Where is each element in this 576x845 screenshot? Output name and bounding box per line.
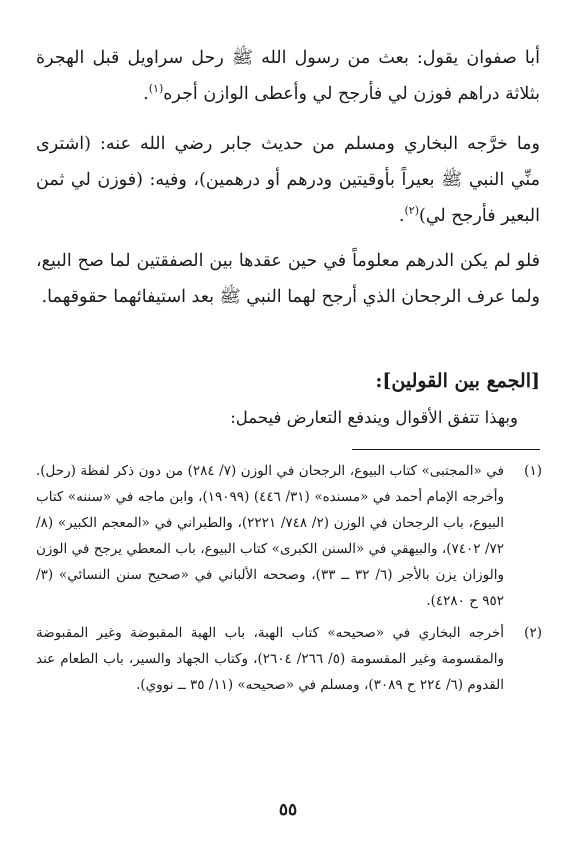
footnote-1	[36, 458, 542, 614]
page-number: ٥٥	[278, 800, 298, 820]
paragraph-2	[36, 126, 540, 234]
footnote-divider	[352, 449, 540, 450]
footnotes	[36, 458, 542, 698]
footnote-1-text: في «المجتبى» كتاب البيوع، الرجحان في الوزن (٧/ ٢٨٤) من دون ذكر لفظة (رحل). وأخرجه الإمام أحمد في «مسنده» (٣١/ ٤٤٦) (١٩٠٩٩)، وابن ماجه في «سننه» كتاب البيوع، باب الرجحان في الوزن (٢/ ٧٤٨/ ٢٢٢١)، والطبراني في «المعجم الكبير» (٨/ ٧٢/ ٧٤٠٢)، والبيهقي في «السنن الكبرى» كتاب البيوع، باب المعطي يرجح في الوزن والوزان يزن بالأجر (٦/ ٣٢ ــ ٣٣)، وصححه الألباني في «صحيح سنن النسائي» (٣/ ٩٥٢ ح ٤٢٨٠).	[36, 463, 505, 609]
footnote-ref-1: (١)	[148, 82, 164, 96]
section-intro: وبهذا تتفق الأقوال ويندفع التعارض فيحمل:	[230, 408, 518, 427]
footnote-ref-2: (٢)	[404, 204, 419, 218]
paragraph-1	[36, 40, 540, 112]
paragraph-3-text: فلو لم يكن الدرهم معلوماً في حين عقدها بين الصفقتين لما صح البيع، ولما عرف الرجحان الذي أرجح لهما النبي ﷺ بعد استيفائهما حقوقهما.	[36, 251, 540, 307]
footnote-2	[36, 620, 542, 698]
paragraph-2-period: .	[398, 206, 405, 226]
paragraph-2-text: وما خرَّجه البخاري ومسلم من حديث جابر رضي الله عنه: (اشترى منِّي النبي ﷺ بعيراً بأوقيتين ودرهم أو درهمين)، وفيه: (فوزن لي ثمن البعير فأرجح لي)	[36, 134, 540, 226]
footnote-2-text: أخرجه البخاري في «صحيحه» كتاب الهبة، باب الهبة المقبوضة وغير المقبوضة والمقسومة وغير المقسومة (٥/ ٢٦٦/ ٢٦٠٤)، وكتاب الجهاد والسير، باب الطعام عند القدوم (٦/ ٢٢٤ ح ٣٠٨٩)، ومسلم في «صحيحه» (١١/ ٣٥ ــ نووي).	[36, 625, 505, 693]
footnote-1-number: (١)	[524, 463, 542, 479]
footnote-2-number: (٢)	[524, 625, 542, 641]
section-heading: [الجمع بين القولين]:	[375, 370, 540, 392]
paragraph-1-period: .	[143, 84, 149, 104]
paragraph-3	[36, 243, 540, 315]
paragraph-1-text: أبا صفوان يقول: بعث من رسول الله ﷺ رحل سراويل قبل الهجرة بثلاثة دراهم فوزن لي فأرجح لي وأعطى الوازن أجره	[36, 48, 540, 104]
